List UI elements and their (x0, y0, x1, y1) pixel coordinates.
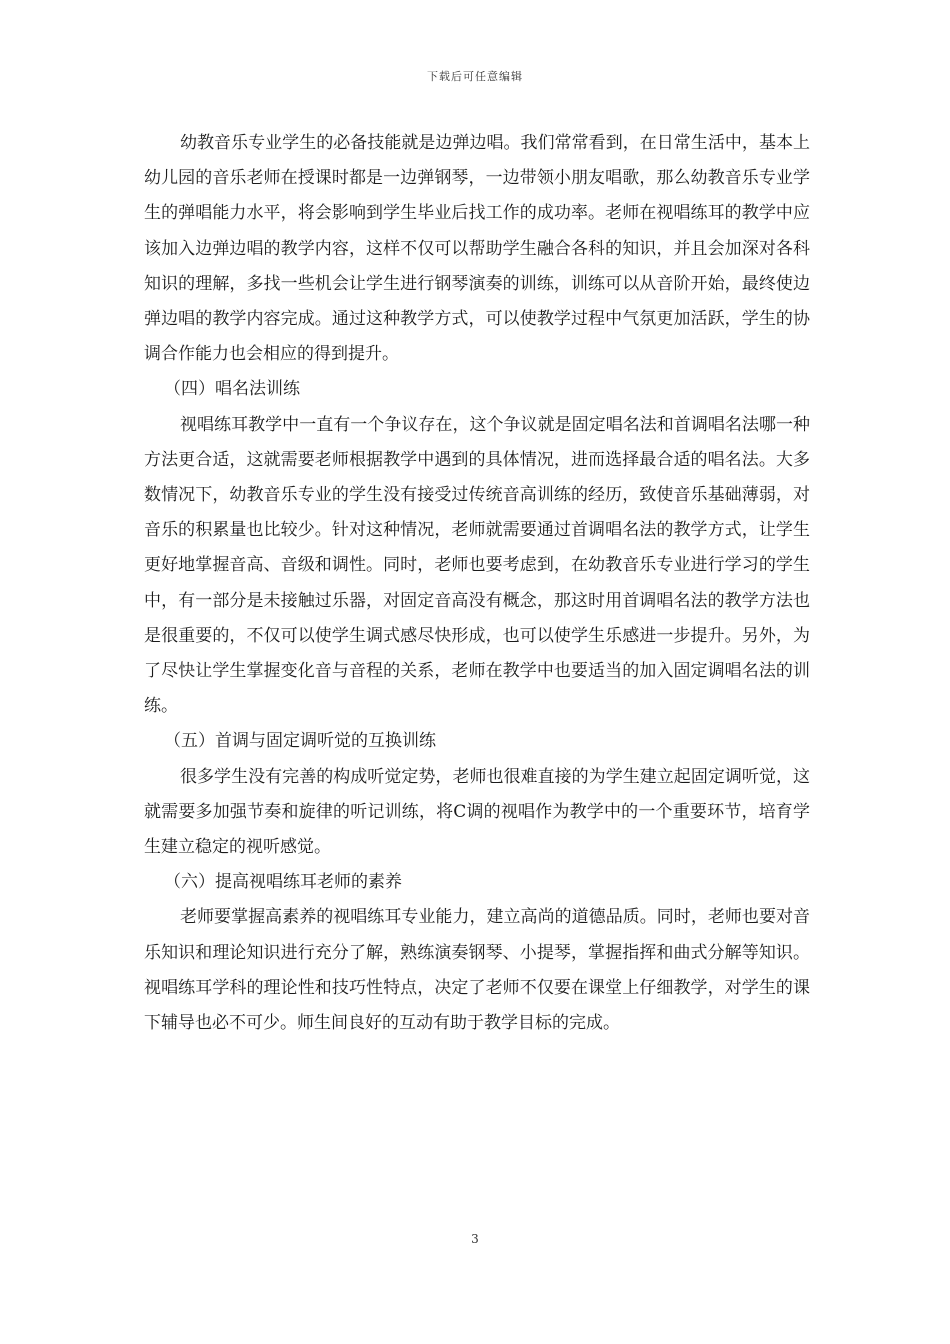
section-heading-pitch-exchange: （五）首调与固定调听觉的互换训练 (164, 731, 436, 752)
paragraph-solfege: 视唱练耳教学中一直有一个争议存在，这个争议就是固定唱名法和首调唱名法哪一种方法更合适，这就需要老师根据教学中遇到的具体情况，进而选择最合适的唱名法。大多数情况下，幼教音乐专业的学生没有接受过传统音高训练的经历，致使音乐基础薄弱，对音乐的积累量也比较少。针对这种情况，老师就需要通过首调唱名法的教学方式，让学生更好地掌握音高、音级和调性。同时，老师也要考虑到，在幼教音乐专业进行学习的学生中，有一部分是未接触过乐器，对固定音高没有概念，那这时用首调唱名法的教学方法也是很重要的，不仅可以使学生调式感尽快形成，也可以使学生乐感进一步提升。另外，为了尽快让学生掌握变化音与音程的关系，老师在教学中也要适当的加入固定调唱名法的训练。 (144, 414, 810, 717)
section-heading-solfege: （四）唱名法训练 (164, 379, 300, 400)
paragraph-pitch-exchange: 很多学生没有完善的构成听觉定势，老师也很难直接的为学生建立起固定调听觉，这就需要多加强节奏和旋律的听记训练，将C调的视唱作为教学中的一个重要环节，培育学生建立稳定的视听感觉。 (144, 766, 810, 858)
page-number: 3 (471, 1232, 479, 1246)
paragraph-teacher-quality: 老师要掌握高素养的视唱练耳专业能力，建立高尚的道德品质。同时，老师也要对音乐知识和理论知识进行充分了解，熟练演奏钢琴、小提琴，掌握指挥和曲式分解等知识。视唱练耳学科的理论性和技巧性特点，决定了老师不仅要在课堂上仔细教学，对学生的课下辅导也必不可少。师生间良好的互动有助于教学目标的完成。 (144, 907, 810, 1034)
paragraph-play-and-sing: 幼教音乐专业学生的必备技能就是边弹边唱。我们常常看到，在日常生活中，基本上幼儿园的音乐老师在授课时都是一边弹钢琴，一边带领小朋友唱歌，那么幼教音乐专业学生的弹唱能力水平，将会影响到学生毕业后找工作的成功率。老师在视唱练耳的教学中应该加入边弹边唱的教学内容，这样不仅可以帮助学生融合各科的知识，并且会加深对各科知识的理解，多找一些机会让学生进行钢琴演奏的训练，训练可以从音阶开始，最终使边弹边唱的教学内容完成。通过这种教学方式，可以使教学过程中气氛更加活跃，学生的协调合作能力也会相应的得到提升。 (144, 133, 810, 365)
page-header: 下载后可任意编辑 (427, 70, 523, 83)
document-body (144, 126, 810, 1041)
section-heading-teacher-quality: （六）提高视唱练耳老师的素养 (164, 872, 402, 893)
